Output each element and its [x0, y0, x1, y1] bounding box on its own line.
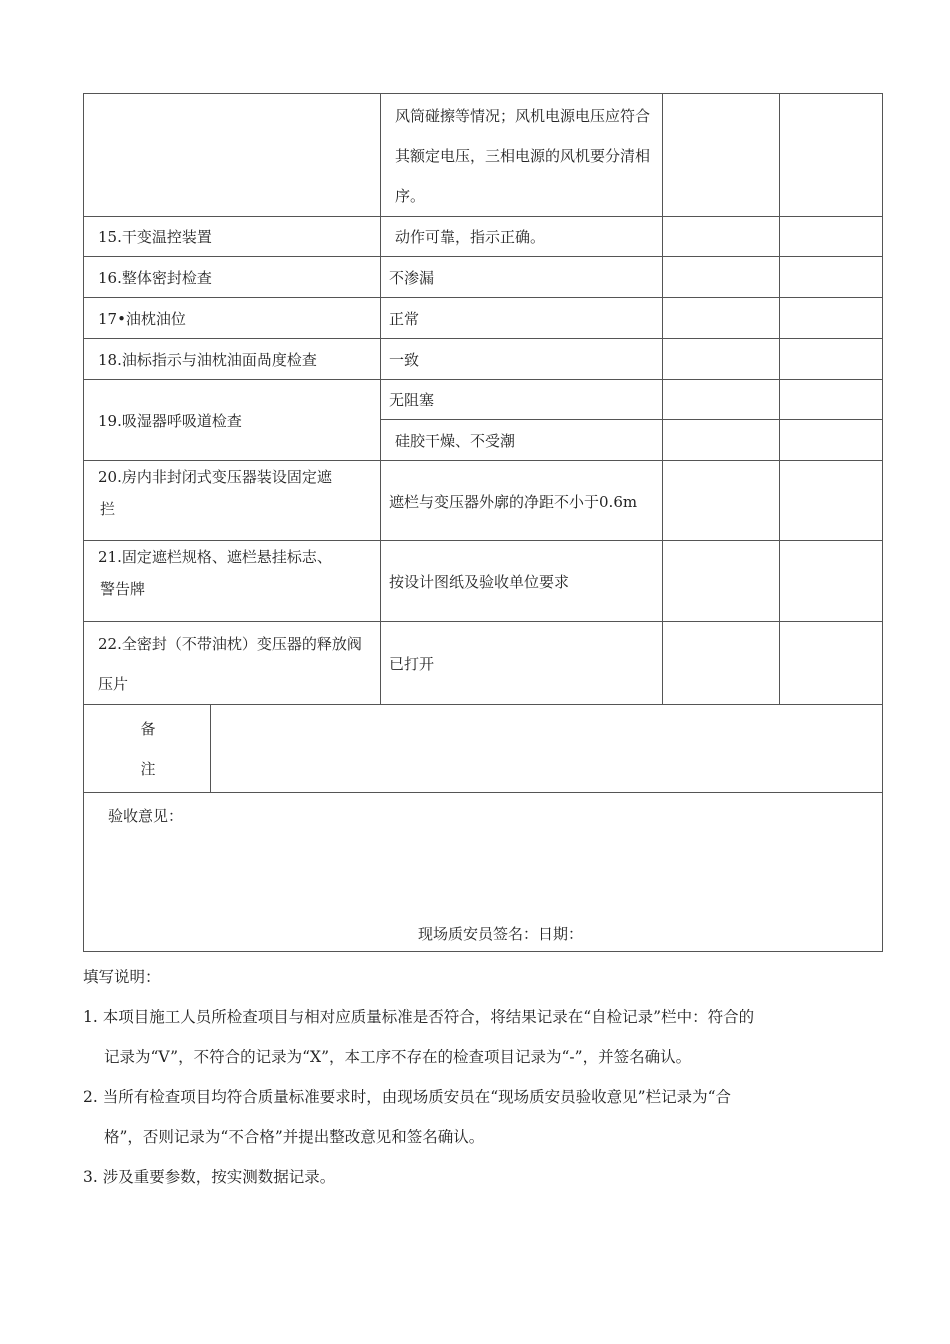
table-row	[84, 541, 883, 622]
result-cell[interactable]	[780, 257, 883, 298]
remarks-row	[84, 705, 883, 793]
result-cell[interactable]	[780, 380, 883, 420]
self-check-cell[interactable]	[663, 217, 780, 257]
opinion-row	[84, 793, 883, 952]
self-check-cell[interactable]	[663, 380, 780, 420]
item-cell: 19.吸湿器呼吸道检查	[84, 380, 381, 461]
remarks-label-char: 注	[140, 759, 156, 778]
requirement-cell: 动作可靠，指示正确。	[381, 217, 663, 257]
self-check-cell[interactable]	[663, 339, 780, 380]
item-cell: 16.整体密封检查	[84, 257, 381, 298]
table-row	[84, 622, 883, 705]
table-row	[84, 380, 883, 420]
instruction-line: 记录为“V”，不符合的记录为“X”，本工序不存在的检查项目记录为“-”，并签名确认。	[104, 1048, 692, 1066]
remarks-field[interactable]	[211, 705, 883, 793]
requirement-cell: 一致	[381, 339, 663, 380]
item-cell	[84, 461, 381, 541]
inspection-table	[83, 93, 883, 952]
self-check-cell[interactable]	[663, 420, 780, 461]
item-cell	[84, 541, 381, 622]
requirement-cell: 无阻塞	[381, 380, 663, 420]
requirement-cell: 硅胶干燥、不受潮	[381, 420, 663, 461]
result-cell[interactable]	[780, 622, 883, 705]
item-cell: 15.干变温控装置	[84, 217, 381, 257]
instruction-line: 1. 本项目施工人员所检查项目与相对应质量标准是否符合，将结果记录在“自检记录”栏中：符合的	[83, 1008, 755, 1026]
item-cell	[84, 94, 381, 217]
requirement-cell: 风筒碰擦等情况；风机电源电压应符合其额定电压，三相电源的风机要分清相序。	[381, 94, 663, 217]
item-cell: 22.全密封（不带油枕）变压器的释放阀压片	[84, 622, 381, 705]
remarks-label	[84, 705, 211, 793]
item-text-line1: 21.固定遮栏规格、遮栏悬挂标志、	[98, 548, 332, 566]
fill-instructions	[83, 957, 893, 1197]
item-cell: 18.油标指示与油枕油面咼度检查	[84, 339, 381, 380]
instruction-line: 2. 当所有检查项目均符合质量标准要求时，由现场质安员在“现场质安员验收意见”栏记录为“合	[83, 1088, 731, 1106]
result-cell[interactable]	[780, 339, 883, 380]
opinion-label: 验收意见：	[108, 807, 184, 825]
table-row	[84, 217, 883, 257]
result-cell[interactable]	[780, 541, 883, 622]
result-cell[interactable]	[780, 298, 883, 339]
signature-date-label: 现场质安员签名：日期：	[418, 925, 584, 943]
requirement-cell: 正常	[381, 298, 663, 339]
instruction-line: 格”，否则记录为“不合格”并提出整改意见和签名确认。	[104, 1128, 485, 1146]
item-text-line2: 警告牌	[100, 580, 146, 598]
remarks-label-char: 备	[140, 719, 156, 738]
result-cell[interactable]	[780, 420, 883, 461]
requirement-cell: 按设计图纸及验收单位要求	[381, 541, 663, 622]
instructions-title: 填写说明：	[83, 968, 161, 986]
item-text-line1: 20.房内非封闭式变压器装设固定遮	[98, 468, 332, 486]
self-check-cell[interactable]	[663, 94, 780, 217]
table-row	[84, 339, 883, 380]
item-text-line2: 拦	[100, 500, 116, 518]
requirement-cell: 遮栏与变压器外廓的净距不小于0.6m	[381, 461, 663, 541]
instruction-line: 3. 涉及重要参数，按实测数据记录。	[83, 1168, 336, 1186]
self-check-cell[interactable]	[663, 461, 780, 541]
requirement-cell: 不渗漏	[381, 257, 663, 298]
opinion-field[interactable]	[84, 793, 883, 952]
item-cell: 17•油枕油位	[84, 298, 381, 339]
table-row	[84, 257, 883, 298]
result-cell[interactable]	[780, 217, 883, 257]
table-row	[84, 298, 883, 339]
requirement-cell: 已打开	[381, 622, 663, 705]
self-check-cell[interactable]	[663, 298, 780, 339]
result-cell[interactable]	[780, 94, 883, 217]
result-cell[interactable]	[780, 461, 883, 541]
table-row	[84, 94, 883, 217]
self-check-cell[interactable]	[663, 541, 780, 622]
self-check-cell[interactable]	[663, 257, 780, 298]
table-row	[84, 461, 883, 541]
self-check-cell[interactable]	[663, 622, 780, 705]
